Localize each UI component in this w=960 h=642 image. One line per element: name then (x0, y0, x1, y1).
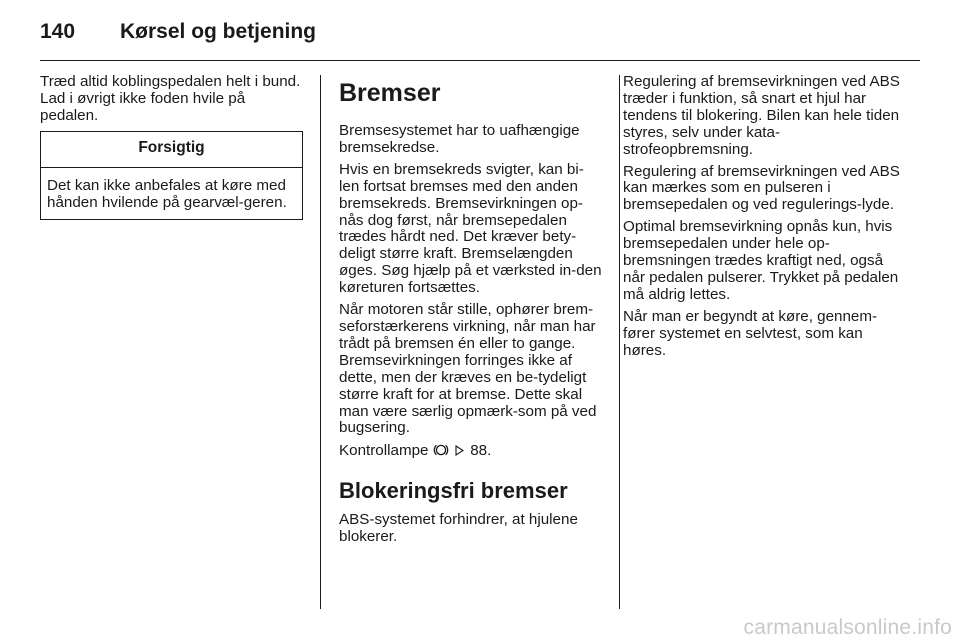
warning-lamp-reference (339, 442, 604, 460)
watermark: carmanualsonline.info (743, 616, 952, 639)
page-number: 140 (40, 20, 76, 43)
abs-paragraph-1: Regulering af bremsevirkningen ved ABS træder i funktion, så snart et hjul har tendens til blokering. Bilen kan hele tiden styres, selv under kata-strofeopbremsning. (623, 73, 900, 158)
abs-paragraph-4: Når man er begyndt at køre, gennem-fører systemet en selvtest, som kan høres. (623, 307, 878, 359)
lamp-page-ref[interactable]: 88. (470, 442, 492, 460)
page-header (40, 14, 316, 50)
header-rule (40, 60, 920, 61)
clutch-paragraph: Træd altid koblingspedalen helt i bund. Lad i øvrigt ikke foden hvile på pedalen. (40, 73, 301, 124)
column-divider-left (320, 75, 321, 609)
lamp-label: Kontrollampe (339, 442, 429, 460)
caution-text: Det kan ikke anbefales at køre med hånden hvilende på gearvæl-geren. (47, 176, 287, 211)
caution-title: Forsigtig (41, 132, 302, 168)
brakes-paragraph-3: Når motoren står stille, ophører brem-seforstærkerens virkning, når man har trådt på bremsen én eller to gange. Bremsevirkningen forringes ikke af dette, men der kræves en be-tydeligt større kraft for at bremse. Dette skal man være særlig opmærk-som på ved bugsering. (339, 301, 597, 437)
chapter-title: Kørsel og betjening (120, 20, 317, 43)
column-middle (339, 74, 604, 551)
page-reference-arrow-icon[interactable] (455, 445, 464, 456)
abs-paragraph-2: Regulering af bremsevirkningen ved ABS kan mærkes som en pulseren i bremsepedalen og ved regulerings-lyde. (623, 162, 900, 214)
column-divider-right (619, 75, 620, 609)
abs-paragraph-3: Optimal bremsevirkning opnås kun, hvis bremsepedalen under hele op-bremsningen trædes kraftigt ned, også når pedalen pulserer. Trykket på pedalen må aldrig lettes. (623, 218, 899, 303)
heading-abs: Blokeringsfri bremser (339, 478, 568, 504)
column-right (623, 74, 908, 365)
heading-brakes: Bremser (339, 79, 441, 107)
brakes-paragraph-1: Bremsesystemet har to uafhængige bremsekredse. (339, 122, 580, 156)
brake-warning-lamp-icon (433, 442, 449, 458)
column-left (40, 74, 305, 220)
caution-box (40, 131, 303, 221)
abs-paragraph: ABS-systemet forhindrer, at hjulene blokerer. (339, 511, 578, 546)
brakes-paragraph-2: Hvis en bremsekreds svigter, kan bi-len fortsat bremses med den anden bremsekreds. Bremsevirkningen op-nås dog først, når bremsepedalen trædes hårdt ned. Det kræver bety-deligt større kraft. Bremselængden øges. Søg hjælp på et værksted in-den køreturen fortsættes. (339, 160, 602, 297)
